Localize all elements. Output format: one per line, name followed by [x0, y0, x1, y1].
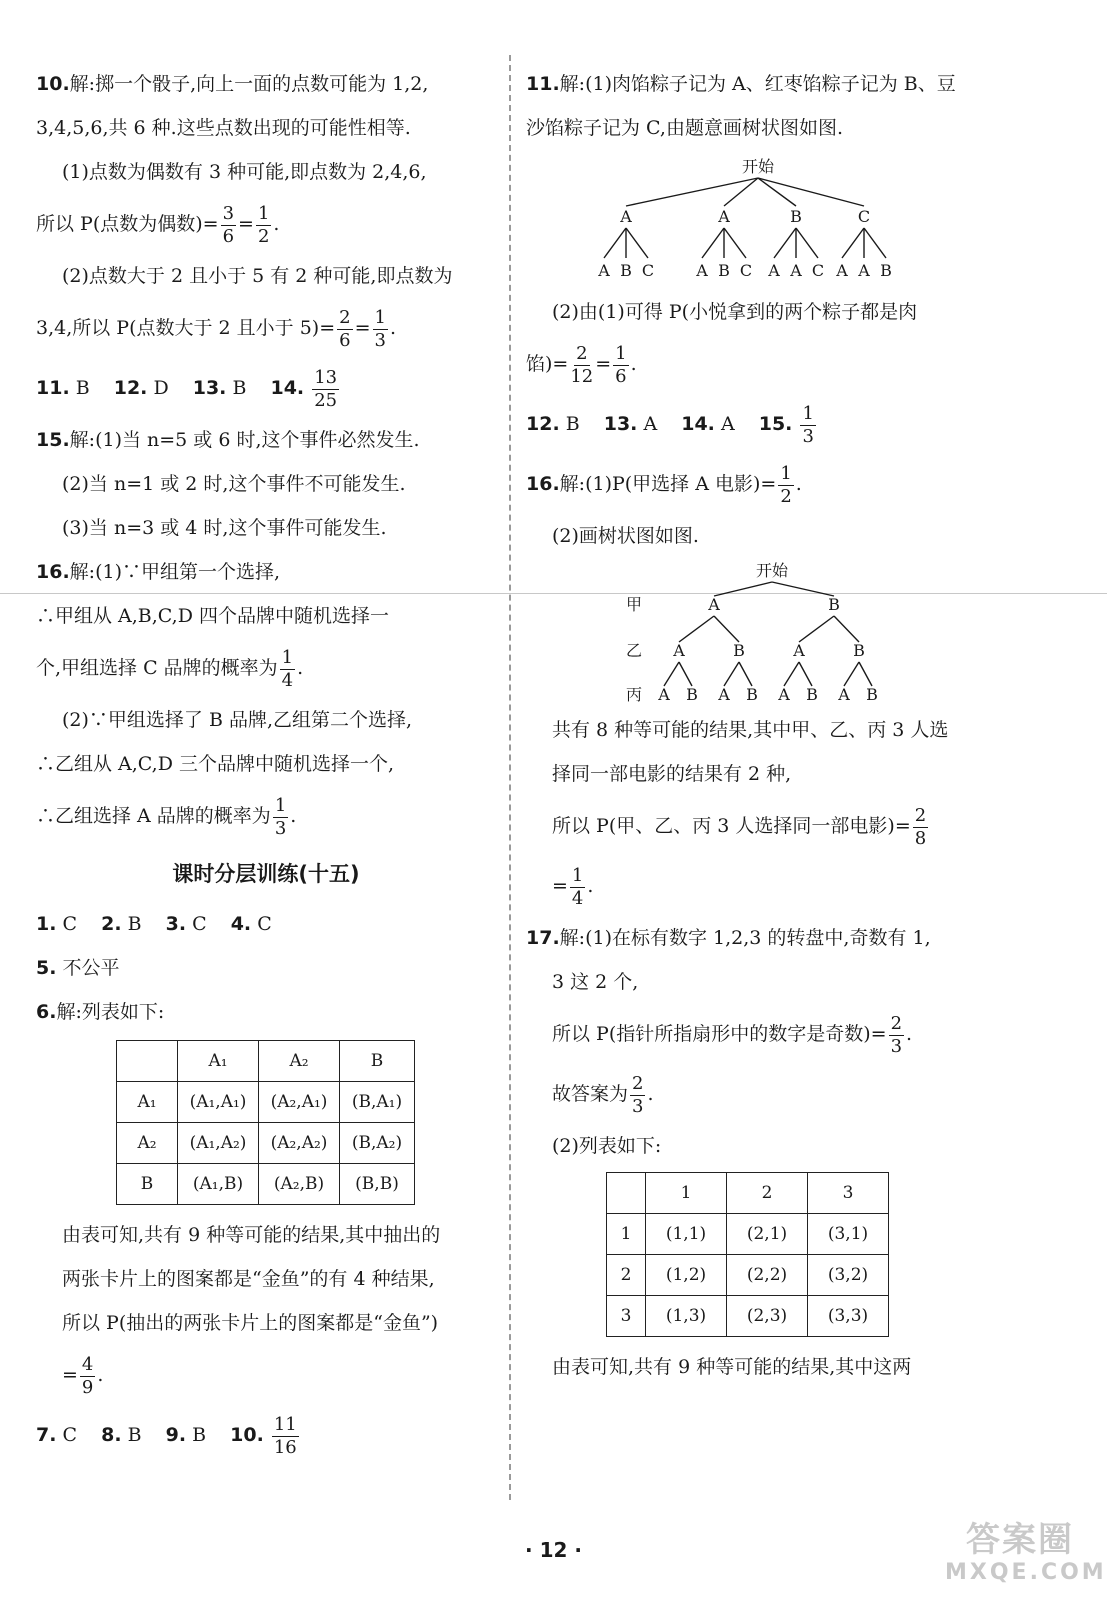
table-cell: A₁: [117, 1082, 178, 1123]
fraction: $\frac{1}{2}$: [780, 462, 792, 507]
fraction: $\frac{1}{2}$: [257, 202, 270, 247]
tree-edge: [758, 178, 796, 206]
fraction: $\frac{2}{6}$: [339, 306, 351, 351]
left-column: [36, 62, 496, 1465]
column-divider: [509, 55, 511, 1500]
tree-node-level2: A: [836, 261, 848, 280]
answers-11-14: 11. B 12. D 13. B 14. $\frac{13}{25}$: [36, 358, 496, 418]
tree-node-level2: A: [790, 261, 802, 280]
table-cell: (A₁,A₂): [178, 1123, 259, 1164]
tree-edge: [679, 616, 714, 642]
question-17: 17.解:(1)在标有数字 1,2,3 的转盘中,奇数有 1, 3 这 2 个, 所以 P(指针所指扇形中的数字是奇数)= $\frac{2}{3}$ . 故答案为 $\frac{2}{3}$ . (2)列表如下: 1 2 3 1 (1,1) (2,1) (3,1) 2 (1,2) (2,2) (3,2) 3 (1,3) (2,3) (3,3) 由表可知,共有 9 种等可能的结果,其中这两: [526, 927, 931, 1378]
tree-edge: [774, 228, 796, 258]
table-cell: 3: [607, 1296, 646, 1337]
tree-node-level3: A: [658, 685, 670, 704]
table-cell: (3,3): [808, 1296, 889, 1337]
question-6: 6.解:列表如下: A₁ A₂ B A₁ (A₁,A₁) (A₂,A₁) (B,A₁) A₂ (A₁,A₂) (A₂,A₂) (B,A₂) B (A₁,B) (A₂,B) (B,B) 由表可知,共有 9 种等可能的结果,其中抽出的 两张卡片上的图案都是“金鱼”的有 4 种结果, 所以 P(抽出的两张卡片上的图案都是“金鱼”) = $\frac{4}{9}$ .: [36, 1001, 441, 1398]
outcome-table: [116, 1040, 415, 1205]
table-cell: (B,A₁): [340, 1082, 415, 1123]
table-cell: (A₂,B): [259, 1164, 340, 1205]
tree-node-level3: A: [778, 685, 790, 704]
tree-node-level2: C: [811, 261, 825, 280]
tree-edge: [724, 228, 746, 258]
tree-root-label: 开始: [755, 561, 789, 580]
tree-node-level3: A: [838, 685, 850, 704]
table-cell: 2: [727, 1173, 808, 1214]
tree-node-level2: B: [718, 261, 730, 280]
table-cell: (2,2): [727, 1255, 808, 1296]
table-cell: (1,1): [646, 1214, 727, 1255]
question-16: 16.解:(1)∵甲组第一个选择, ∴甲组从 A,B,C,D 四个品牌中随机选择一 个,甲组选择 C 品牌的概率为 $\frac{1}{4}$ . (2)∵甲组选择了 B 品牌,乙组第二个选择, ∴乙组从 A,C,D 三个品牌中随机选择一个, ∴乙组选择 A 品牌的概率为 $\frac{1}{3}$ .: [36, 561, 413, 839]
table-cell: (A₁,A₁): [178, 1082, 259, 1123]
table-row: [607, 1255, 889, 1296]
tree-node-level2: C: [641, 261, 655, 280]
tree-edge: [772, 582, 834, 596]
question-10: 10.解:掷一个骰子,向上一面的点数可能为 1,2, 3,4,5,6,共 6 种.这些点数出现的可能性相等. (1)点数为偶数有 3 种可能,即点数为 2,4,6, 所以 P(点数为偶数)= $\frac{3}{6}$ = $\frac{1}{2}$ . (2)点数大于 2 且小于 5 有 2 种可能,即点数为 3,4,所以 P(点数大于 2 且小于 5)= $\frac{2}{6}$ = $\frac{1}{3}$ .: [36, 73, 453, 351]
question-11-right: 11.解:(1)肉馅粽子记为 A、红枣馅粽子记为 B、豆 沙馅粽子记为 C,由题意画树状图如图. 开始 A A B C A A B C B A A C C A A B (2)由(1)可得 P(小悦拿到的两个粽子都是肉 馅)= $\frac{2}{12}$ = $\frac{1}{6}$ .: [526, 62, 1074, 394]
table-row: [117, 1123, 415, 1164]
tree-node-level1: B: [828, 595, 840, 614]
tree-edge: [679, 662, 692, 686]
answer-5: 5. 不公平: [36, 957, 120, 979]
tree-node-level3: B: [806, 685, 818, 704]
table-cell: (3,2): [808, 1255, 889, 1296]
tree-node-level2: B: [853, 641, 865, 660]
answers-12-15: 12. B 13. A 14. A 15. $\frac{1}{3}$: [526, 394, 1074, 454]
fraction: $\frac{1}{4}$: [571, 864, 584, 909]
tree-node-level1: B: [790, 207, 802, 226]
fraction: $\frac{2}{8}$: [914, 804, 927, 849]
table-cell: 2: [607, 1255, 646, 1296]
tree-root-label: 开始: [741, 157, 775, 176]
tree-diagram-movies: [526, 558, 1074, 708]
fraction: $\frac{13}{25}$: [314, 366, 338, 411]
table-cell: (B,B): [340, 1164, 415, 1205]
tree-node-level1: A: [620, 207, 632, 226]
tree-row-label: 丙: [625, 685, 643, 704]
table-cell: (1,3): [646, 1296, 727, 1337]
table-cell: 1: [646, 1173, 727, 1214]
tree-node-level1: C: [857, 207, 871, 226]
table-row: [607, 1214, 889, 1255]
tree-node-level2: A: [598, 261, 610, 280]
fraction: $\frac{1}{3}$: [274, 794, 287, 839]
tree-node-level3: A: [718, 685, 730, 704]
section-title: 课时分层训练(十五): [172, 862, 360, 886]
tree-edge: [859, 662, 872, 686]
table-cell: (2,3): [727, 1296, 808, 1337]
fraction: $\frac{11}{16}$: [273, 1413, 297, 1458]
table-cell: (A₁,B): [178, 1164, 259, 1205]
tree-edge: [604, 228, 626, 258]
table-cell: [607, 1173, 646, 1214]
table-cell: (1,2): [646, 1255, 727, 1296]
question-15: 15.解:(1)当 n=5 或 6 时,这个事件必然发生. (2)当 n=1 或 2 时,这个事件不可能发生. (3)当 n=3 或 4 时,这个事件可能发生.: [36, 429, 420, 539]
tree-edge: [664, 662, 679, 686]
table-header-row: [117, 1041, 415, 1082]
tree-node-level3: B: [686, 685, 698, 704]
tree-node-level2: B: [620, 261, 632, 280]
fraction: $\frac{4}{9}$: [81, 1353, 94, 1398]
tree-row-label: 甲: [625, 595, 643, 614]
fraction: $\frac{1}{6}$: [615, 342, 627, 387]
table-cell: 1: [607, 1214, 646, 1255]
tree-edge: [758, 178, 864, 206]
tree-node-level2: A: [793, 641, 805, 660]
tree-row-label: 乙: [625, 641, 643, 660]
tree-node-level2: C: [739, 261, 753, 280]
right-column: [526, 62, 1074, 1389]
table-cell: (3,1): [808, 1214, 889, 1255]
answers-1-4: 1. C 2. B 3. C 4. C: [36, 913, 272, 935]
tree-edge: [702, 228, 724, 258]
table-cell: [117, 1041, 178, 1082]
tree-node-level1: A: [718, 207, 730, 226]
tree-edge: [714, 582, 772, 596]
tree-node-level1: A: [708, 595, 720, 614]
tree-edge: [626, 178, 758, 206]
table-row: [117, 1164, 415, 1205]
tree-edge: [799, 662, 812, 686]
table-cell: 3: [808, 1173, 889, 1214]
tree-edge: [714, 616, 739, 642]
tree-node-level3: B: [746, 685, 758, 704]
fraction: $\frac{2}{3}$: [632, 1072, 644, 1117]
fraction: $\frac{1}{3}$: [802, 402, 814, 447]
tree-node-level2: A: [858, 261, 870, 280]
fraction: $\frac{2}{3}$: [890, 1012, 903, 1057]
table-cell: (A₂,A₁): [259, 1082, 340, 1123]
page-number: · 12 ·: [525, 1538, 582, 1562]
table-cell: A₁: [178, 1041, 259, 1082]
tree-edge: [834, 616, 859, 642]
outcome-table: [606, 1172, 889, 1337]
table-row: [607, 1296, 889, 1337]
tree-edge: [842, 228, 864, 258]
tree-edge: [864, 228, 886, 258]
tree-node-level2: A: [768, 261, 780, 280]
tree-node-level2: B: [733, 641, 745, 660]
fraction: $\frac{1}{4}$: [281, 646, 294, 691]
tree-edge: [844, 662, 859, 686]
tree-node-level2: A: [696, 261, 708, 280]
answers-7-10: 7. C 8. B 9. B 10. $\frac{11}{16}$: [36, 1405, 496, 1465]
watermark-logo: 答案圈 MXQE.COM: [945, 1520, 1107, 1585]
table-cell: (2,1): [727, 1214, 808, 1255]
table-cell: B: [340, 1041, 415, 1082]
table-row: [117, 1082, 415, 1123]
tree-node-level2: A: [673, 641, 685, 660]
tree-edge: [784, 662, 799, 686]
tree-edge: [626, 228, 648, 258]
table-cell: (A₂,A₂): [259, 1123, 340, 1164]
tree-node-level3: B: [866, 685, 878, 704]
fraction: $\frac{2}{12}$: [570, 342, 594, 387]
table-header-row: [607, 1173, 889, 1214]
table-cell: B: [117, 1164, 178, 1205]
table-cell: (B,A₂): [340, 1123, 415, 1164]
fraction: $\frac{3}{6}$: [222, 202, 235, 247]
tree-node-level2: B: [880, 261, 892, 280]
question-16-right: 16.解:(1)P(甲选择 A 电影)= $\frac{1}{2}$ . (2)画树状图如图. 开始 甲 乙 丙 A B A B A B A B A B A B A B 共有 8 种等可能的结果,其中甲、乙、丙 3 人选 择同一部电影的结果有 2 种, 所以 P(甲、乙、丙 3 人选择同一部电影)= $\frac{2}{8}$ = $\frac{1}{4}$ .: [526, 454, 1074, 916]
table-cell: A₂: [117, 1123, 178, 1164]
tree-edge: [796, 228, 818, 258]
table-cell: A₂: [259, 1041, 340, 1082]
tree-diagram-dumplings: [526, 150, 1074, 290]
fraction: $\frac{1}{3}$: [374, 306, 386, 351]
tree-edge: [739, 662, 752, 686]
tree-edge: [724, 662, 739, 686]
tree-edge: [799, 616, 834, 642]
